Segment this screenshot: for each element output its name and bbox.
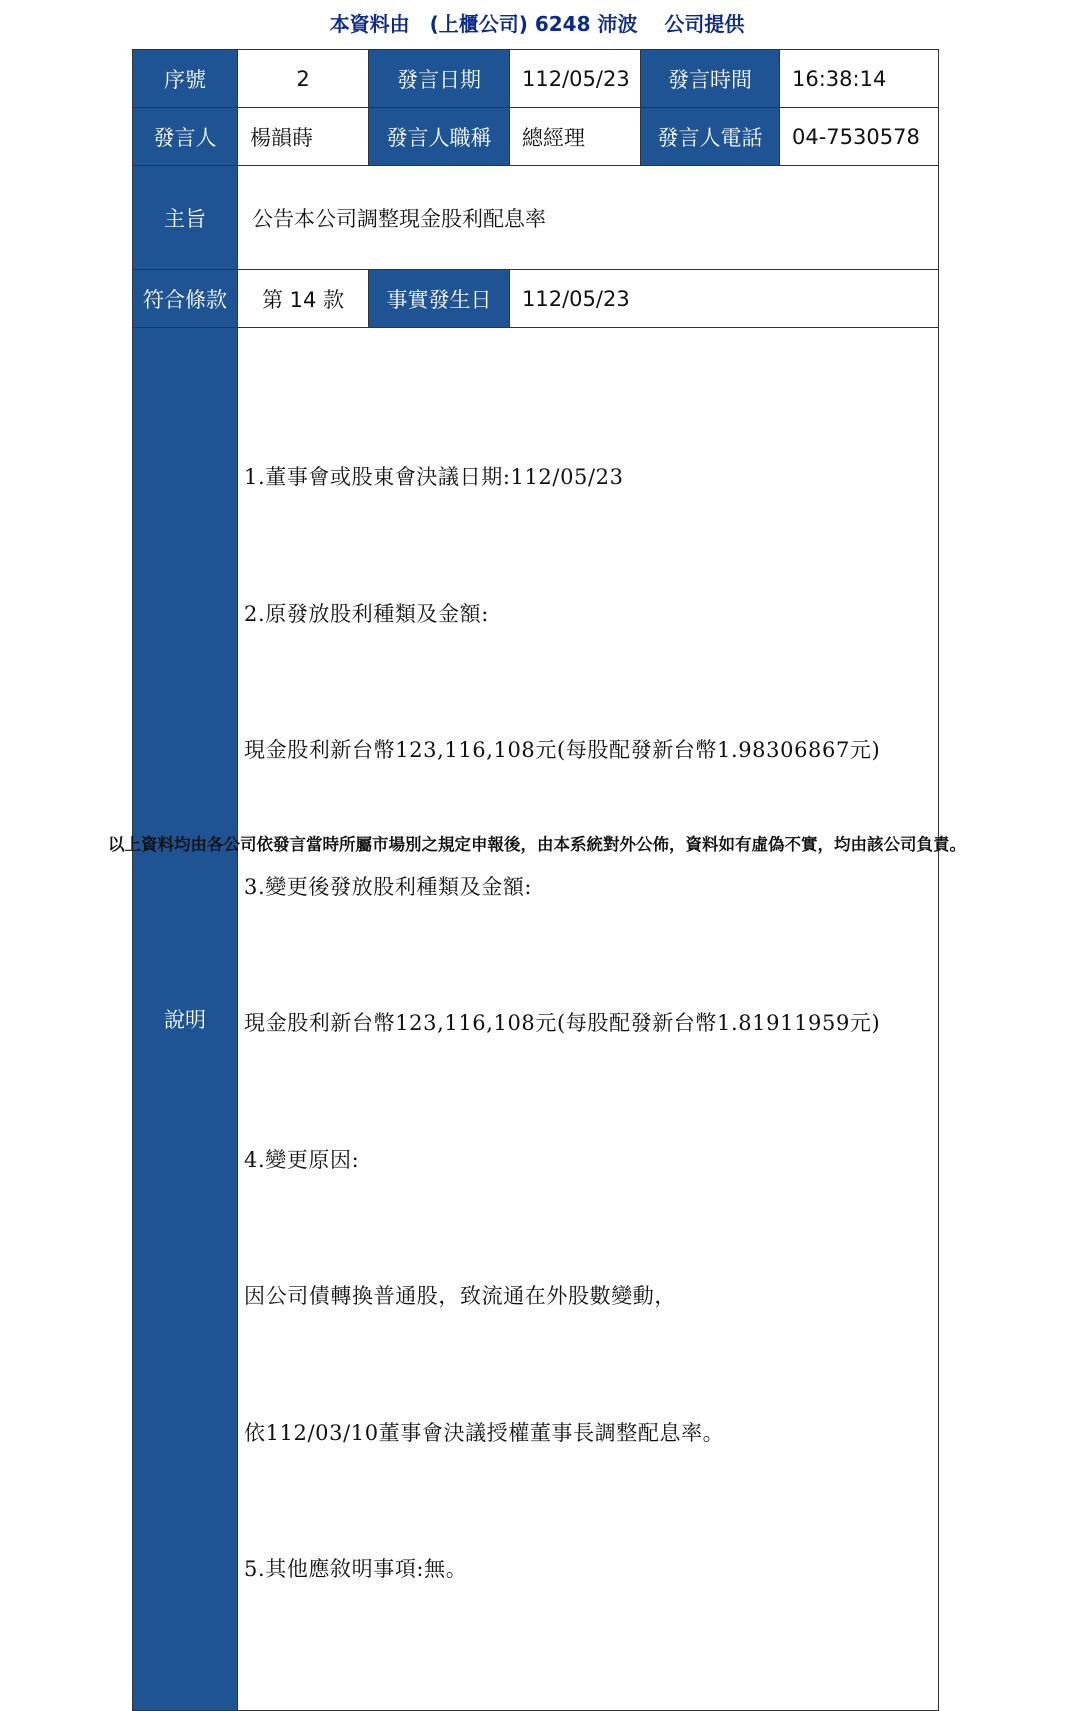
description-line: 因公司債轉換普通股，致流通在外股數變動， [244, 1284, 676, 1308]
description-line: 依112/03/10董事會決議授權董事長調整配息率。 [244, 1420, 725, 1445]
time-label: 發言時間 [641, 50, 780, 108]
speaker-title-label: 發言人職稱 [369, 108, 510, 166]
description-label: 說明 [133, 328, 238, 1711]
description-line: 2.原發放股利種類及金額: [244, 601, 489, 626]
description-line: 3.變更後發放股利種類及金額: [244, 874, 533, 899]
time-value: 16:38:14 [780, 50, 939, 108]
seq-label: 序號 [133, 50, 238, 108]
clause-value: 第 14 款 [238, 270, 369, 328]
speaker-value: 楊韻蒔 [238, 108, 369, 166]
subject-label: 主旨 [133, 166, 238, 270]
table-row [133, 166, 939, 270]
page-title: 本資料由 (上櫃公司) 6248 沛波 公司提供 [329, 12, 745, 36]
date-label: 發言日期 [369, 50, 510, 108]
description-line: 現金股利新台幣123,116,108元(每股配發新台幣1.81911959元) [244, 1011, 881, 1035]
speaker-label: 發言人 [133, 108, 238, 166]
phone-value: 04-7530578 [780, 108, 939, 166]
announcement-table [132, 49, 939, 1711]
event-date-label: 事實發生日 [369, 270, 510, 328]
description-line: 1.董事會或股東會決議日期:112/05/23 [244, 465, 624, 489]
speaker-title-value: 總經理 [510, 108, 641, 166]
subject-value: 公告本公司調整現金股利配息率 [238, 166, 939, 270]
table-row [133, 328, 939, 1711]
disclaimer-footer: 以上資料均由各公司依發言當時所屬市場別之規定申報後，由本系統對外公佈，資料如有虛偽不實，均由該公司負責。 [108, 835, 966, 854]
clause-label: 符合條款 [133, 270, 238, 328]
event-date-value: 112/05/23 [510, 270, 939, 328]
description-body [238, 328, 939, 1711]
date-value: 112/05/23 [510, 50, 641, 108]
description-line: 4.變更原因: [244, 1147, 360, 1172]
table-row [133, 50, 939, 108]
seq-value: 2 [238, 50, 369, 108]
description-line: 5.其他應敘明事項:無。 [244, 1557, 468, 1581]
table-row [133, 270, 939, 328]
phone-label: 發言人電話 [641, 108, 780, 166]
description-line: 現金股利新台幣123,116,108元(每股配發新台幣1.98306867元) [244, 738, 881, 762]
table-row [133, 108, 939, 166]
